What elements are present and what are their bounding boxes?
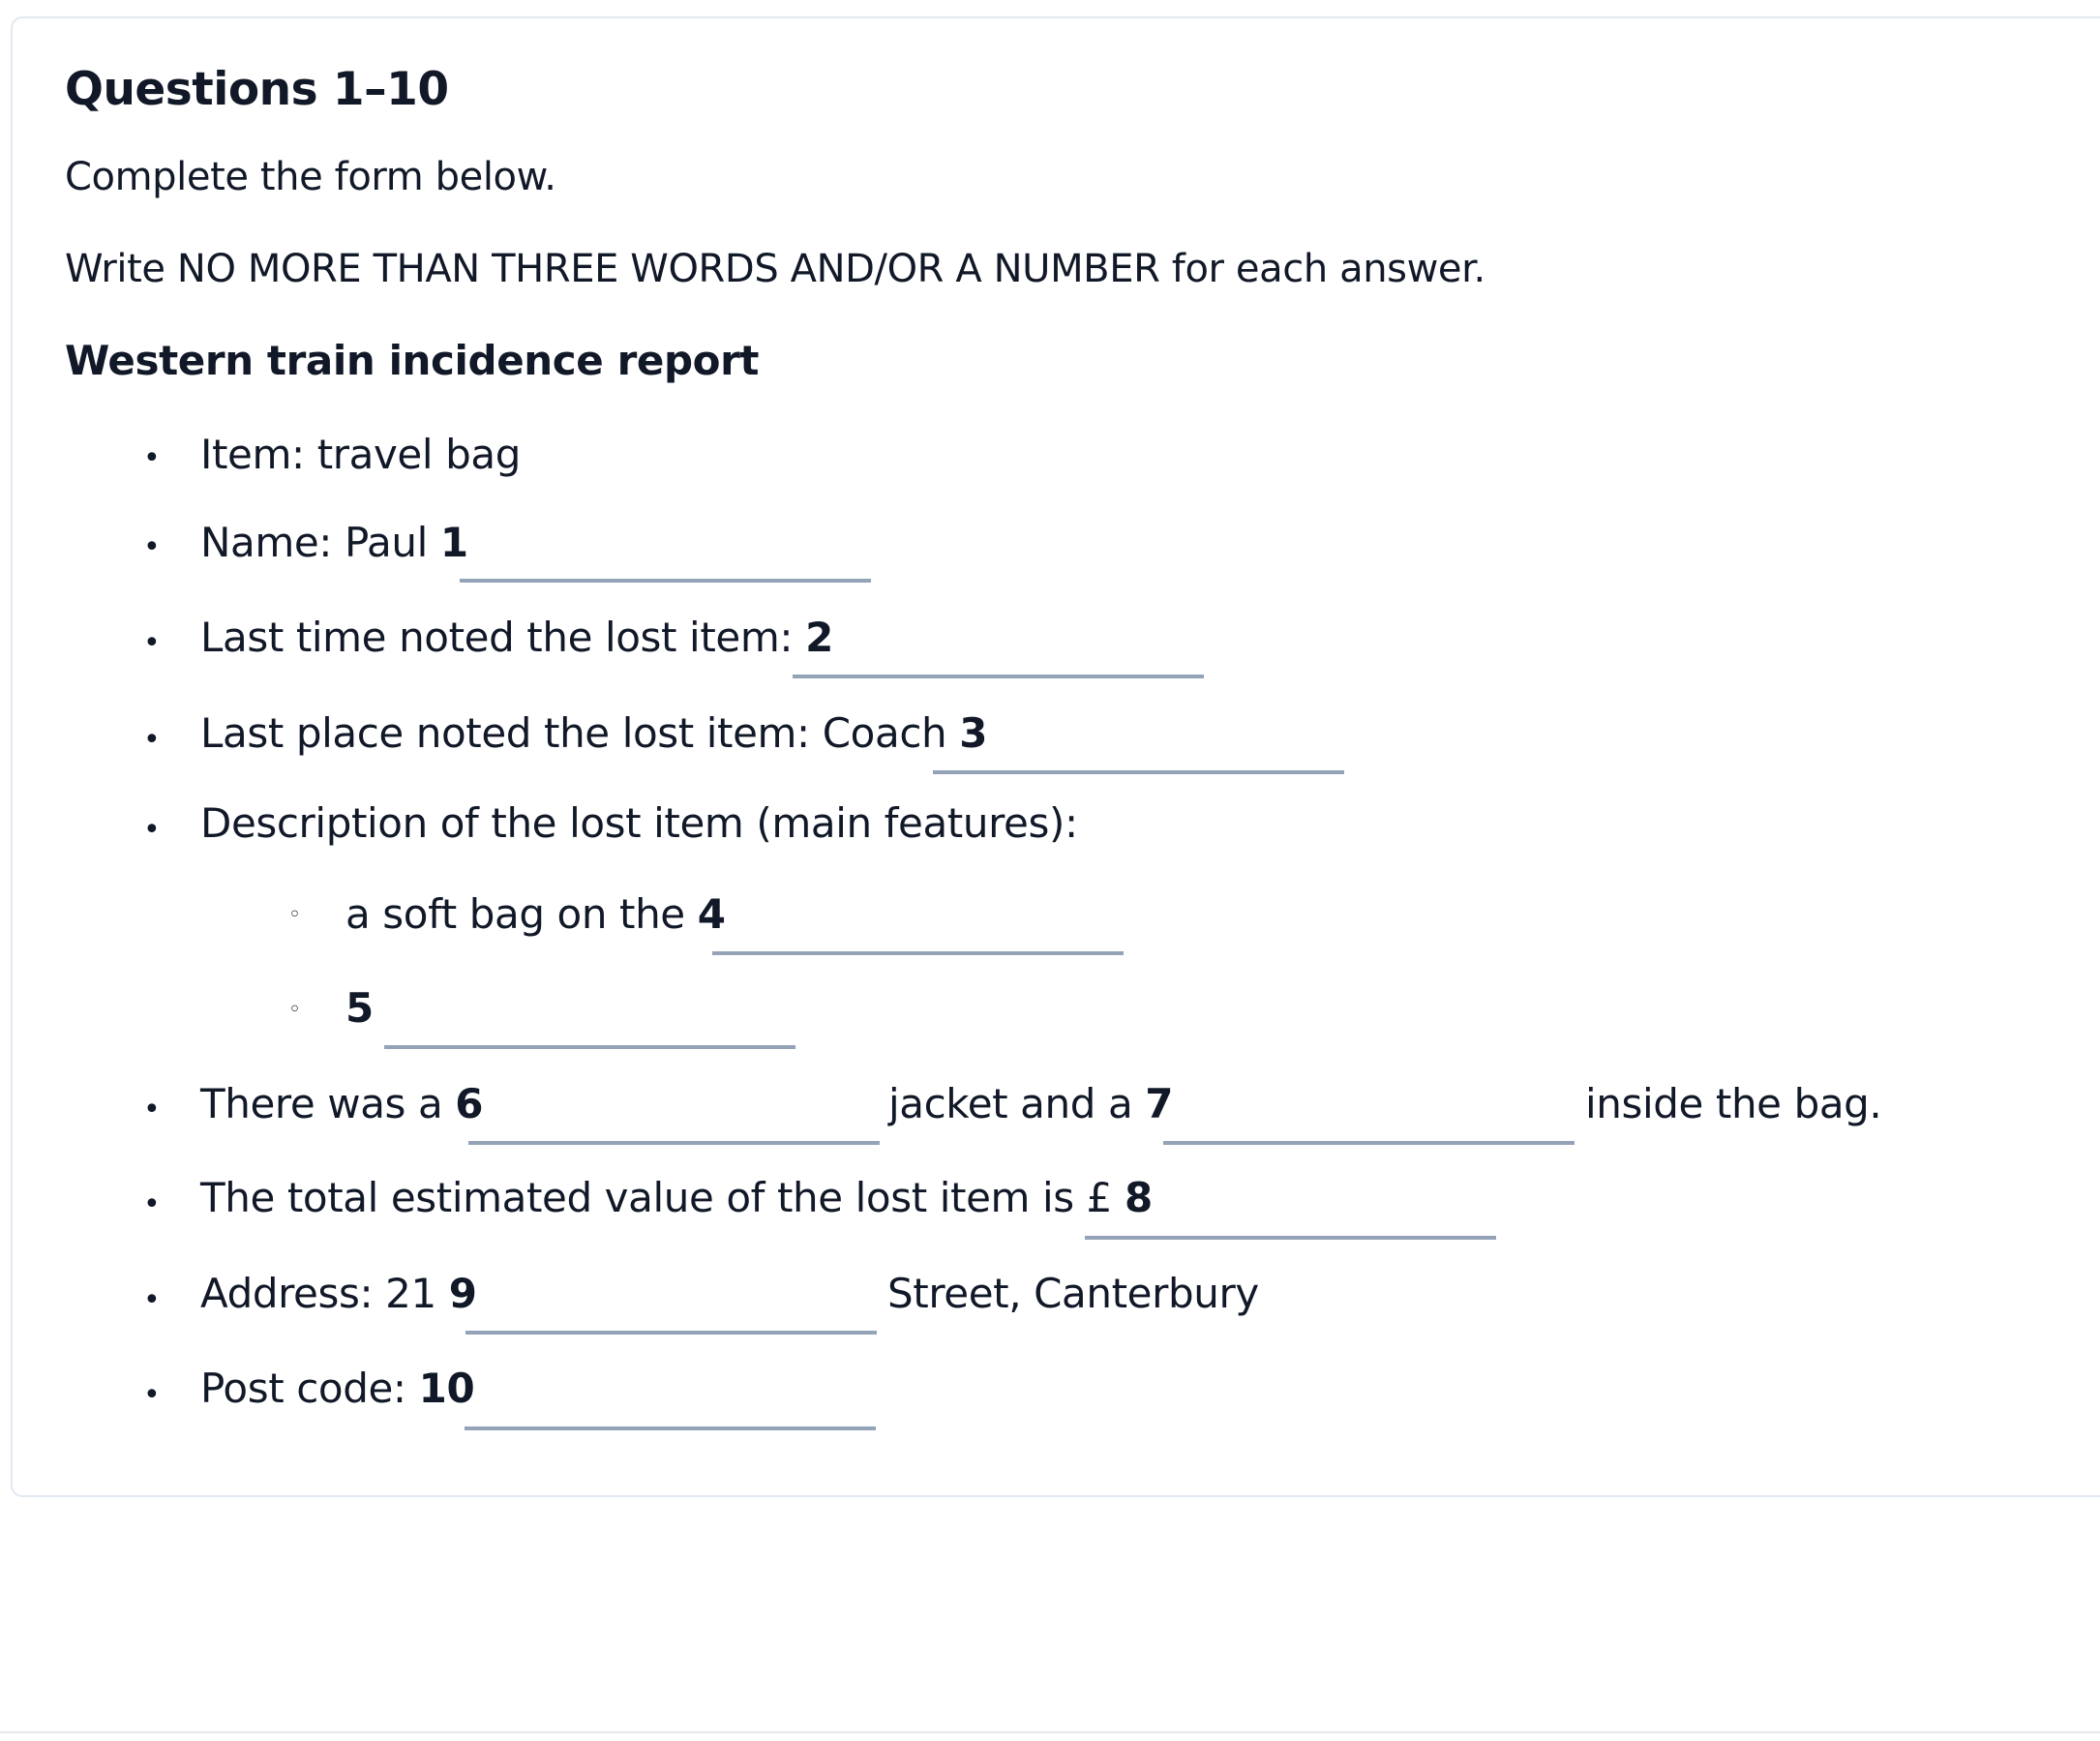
- answer-5-blank[interactable]: [384, 1045, 795, 1049]
- value-row: [200, 1174, 1153, 1221]
- question-number-4: 4: [697, 890, 726, 938]
- address-row: [200, 1270, 477, 1317]
- bullet-icon: •: [143, 813, 161, 847]
- question-number-8: 8: [1124, 1174, 1153, 1221]
- answer-9-blank[interactable]: [465, 1331, 877, 1335]
- postcode-label: Post code:: [200, 1365, 406, 1412]
- answer-1-blank[interactable]: [460, 579, 871, 583]
- answer-2-blank[interactable]: [793, 675, 1204, 678]
- section-title: Questions 1–10: [65, 63, 449, 116]
- last-time-row: [200, 614, 833, 661]
- instruction-text: Complete the form below.: [65, 155, 556, 199]
- jacket-label: jacket and a: [888, 1080, 1133, 1127]
- sub-item-4-row: [345, 890, 726, 938]
- there-was-label: There was a: [200, 1080, 443, 1127]
- sub-bullet-icon: ◦: [288, 903, 301, 927]
- item-text: Item: travel bag: [200, 431, 521, 478]
- postcode-row: [200, 1365, 474, 1412]
- word-limit-text: Write NO MORE THAN THREE WORDS AND/OR A NUMBER for each answer.: [65, 247, 1485, 291]
- name-row: [200, 519, 468, 566]
- question-number-5: 5: [345, 984, 374, 1032]
- question-number-10: 10: [418, 1365, 475, 1412]
- bullet-icon: •: [143, 1378, 161, 1412]
- last-place-row: [200, 709, 987, 757]
- address-suffix: Street, Canterbury: [887, 1270, 1259, 1317]
- form-title: Western train incidence report: [65, 337, 760, 384]
- sub-bullet-icon: ◦: [288, 998, 301, 1022]
- last-place-label: Last place noted the lost item: Coach: [200, 709, 947, 757]
- inside-bag-label: inside the bag.: [1585, 1080, 1882, 1127]
- bullet-icon: •: [143, 723, 161, 757]
- bullet-icon: •: [143, 1187, 161, 1221]
- bullet-icon: •: [143, 441, 161, 475]
- answer-7-blank[interactable]: [1163, 1141, 1575, 1145]
- bullet-icon: •: [143, 530, 161, 564]
- question-number-9: 9: [448, 1270, 477, 1317]
- question-number-1: 1: [439, 519, 468, 566]
- address-label: Address: 21: [200, 1270, 436, 1317]
- name-label: Name: Paul: [200, 519, 428, 566]
- answer-4-blank[interactable]: [712, 951, 1124, 955]
- answer-8-blank[interactable]: [1085, 1236, 1496, 1240]
- answer-10-blank[interactable]: [465, 1426, 876, 1430]
- last-time-label: Last time noted the lost item:: [200, 614, 794, 661]
- description-label: Description of the lost item (main features):: [200, 799, 1078, 847]
- bullet-icon: •: [143, 1093, 161, 1126]
- question-number-6: 6: [455, 1080, 484, 1127]
- bullet-icon: •: [143, 626, 161, 660]
- jacket-row: [888, 1080, 1173, 1127]
- answer-3-blank[interactable]: [933, 770, 1344, 774]
- there-was-row: [200, 1080, 483, 1127]
- sub-item-4-label: a soft bag on the: [345, 890, 685, 938]
- answer-6-blank[interactable]: [468, 1141, 880, 1145]
- value-label: The total estimated value of the lost item is £: [200, 1174, 1112, 1221]
- question-number-7: 7: [1145, 1080, 1174, 1127]
- bullet-icon: •: [143, 1283, 161, 1317]
- question-number-3: 3: [959, 709, 988, 757]
- question-number-2: 2: [805, 614, 833, 661]
- page-bottom-divider: [0, 1731, 2100, 1733]
